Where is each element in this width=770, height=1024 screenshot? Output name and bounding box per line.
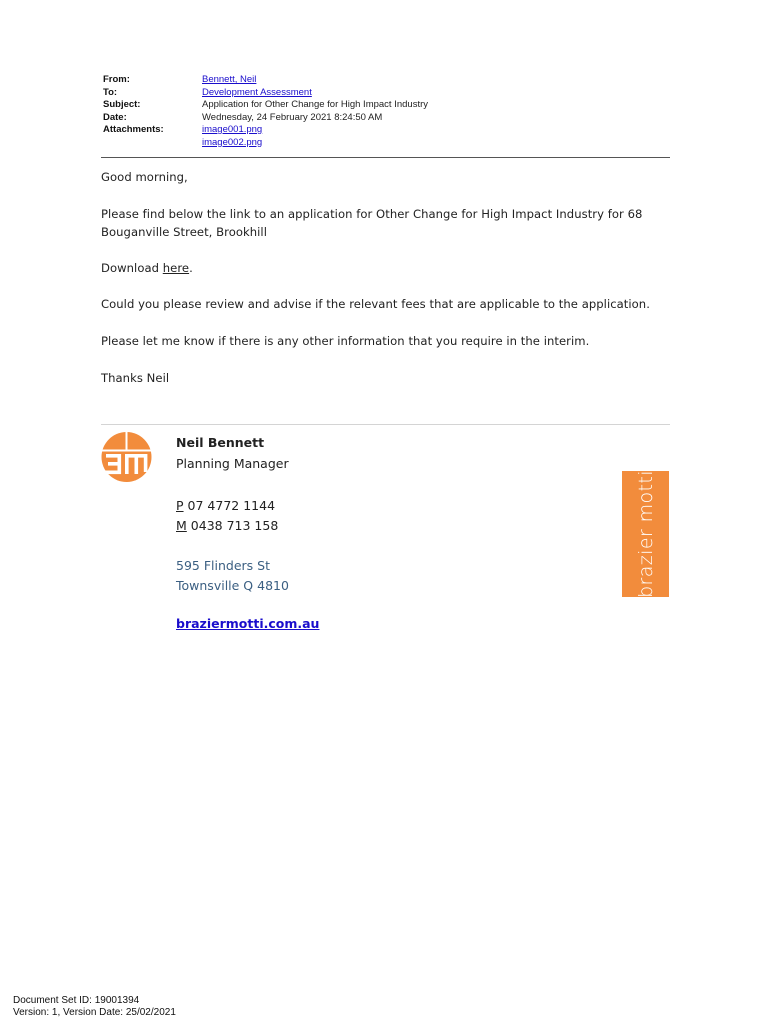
header-divider xyxy=(101,157,670,158)
body-paragraph-1: Please find below the link to an application for Other Change for High Impact Industry for 68 Bouganville Street, Brookhill xyxy=(101,207,643,239)
document-footer xyxy=(13,995,176,1019)
closing: Thanks Neil xyxy=(101,371,170,385)
body-paragraph-3: Please let me know if there is any other information that you require in the interim. xyxy=(101,334,590,348)
attachment-link[interactable]: image002.png xyxy=(202,136,263,148)
date-label: Date: xyxy=(103,111,127,123)
signature-website xyxy=(176,616,319,631)
phone-line xyxy=(176,496,278,516)
from-link[interactable]: Bennett, Neil xyxy=(202,74,257,85)
date-value: Wednesday, 24 February 2021 8:24:50 AM xyxy=(202,111,383,123)
subject-label: Subject: xyxy=(103,99,141,110)
website-link[interactable]: braziermotti.com.au xyxy=(176,616,320,631)
download-prefix: Download xyxy=(101,261,163,275)
address-line-2: Townsville Q 4810 xyxy=(176,578,289,593)
from-label: From: xyxy=(103,74,130,85)
to-link[interactable]: Development Assessment xyxy=(202,86,312,98)
body-paragraph-2: Could you please review and advise if the relevant fees that are applicable to the application. xyxy=(101,297,650,311)
subject-row xyxy=(103,99,428,112)
attachments-label: Attachments: xyxy=(103,124,164,135)
download-link[interactable]: here xyxy=(162,261,190,275)
attachment-link[interactable]: image001.png xyxy=(202,124,263,135)
to-row xyxy=(103,87,428,100)
document-set-id: Document Set ID: 19001394 xyxy=(13,995,140,1006)
to-label: To: xyxy=(103,86,118,98)
from-row xyxy=(103,74,428,87)
signature-phones xyxy=(176,496,278,536)
phone-label: P xyxy=(176,498,184,513)
download-line xyxy=(101,259,661,277)
attachments-row xyxy=(103,124,428,149)
attachments-list xyxy=(202,124,262,149)
mobile-number: 0438 713 158 xyxy=(190,518,279,533)
brand-badge-text: brazier motti xyxy=(634,470,657,598)
signature-name: Neil Bennett xyxy=(176,435,265,450)
greeting: Good morning, xyxy=(101,170,188,184)
mobile-line xyxy=(176,516,278,536)
signature-divider xyxy=(101,424,670,425)
signature-title: Planning Manager xyxy=(176,456,289,471)
download-suffix: . xyxy=(189,261,193,275)
address-line-1: 595 Flinders St xyxy=(176,558,270,573)
brand-badge xyxy=(622,471,669,597)
company-logo-icon xyxy=(100,432,153,482)
mobile-label: M xyxy=(176,518,187,533)
email-header xyxy=(103,74,428,149)
phone-number: 07 4772 1144 xyxy=(187,498,276,513)
version-info: Version: 1, Version Date: 25/02/2021 xyxy=(13,1007,176,1018)
signature-address xyxy=(176,556,289,596)
subject-value: Application for Other Change for High Impact Industry xyxy=(202,99,429,110)
date-row xyxy=(103,112,428,125)
